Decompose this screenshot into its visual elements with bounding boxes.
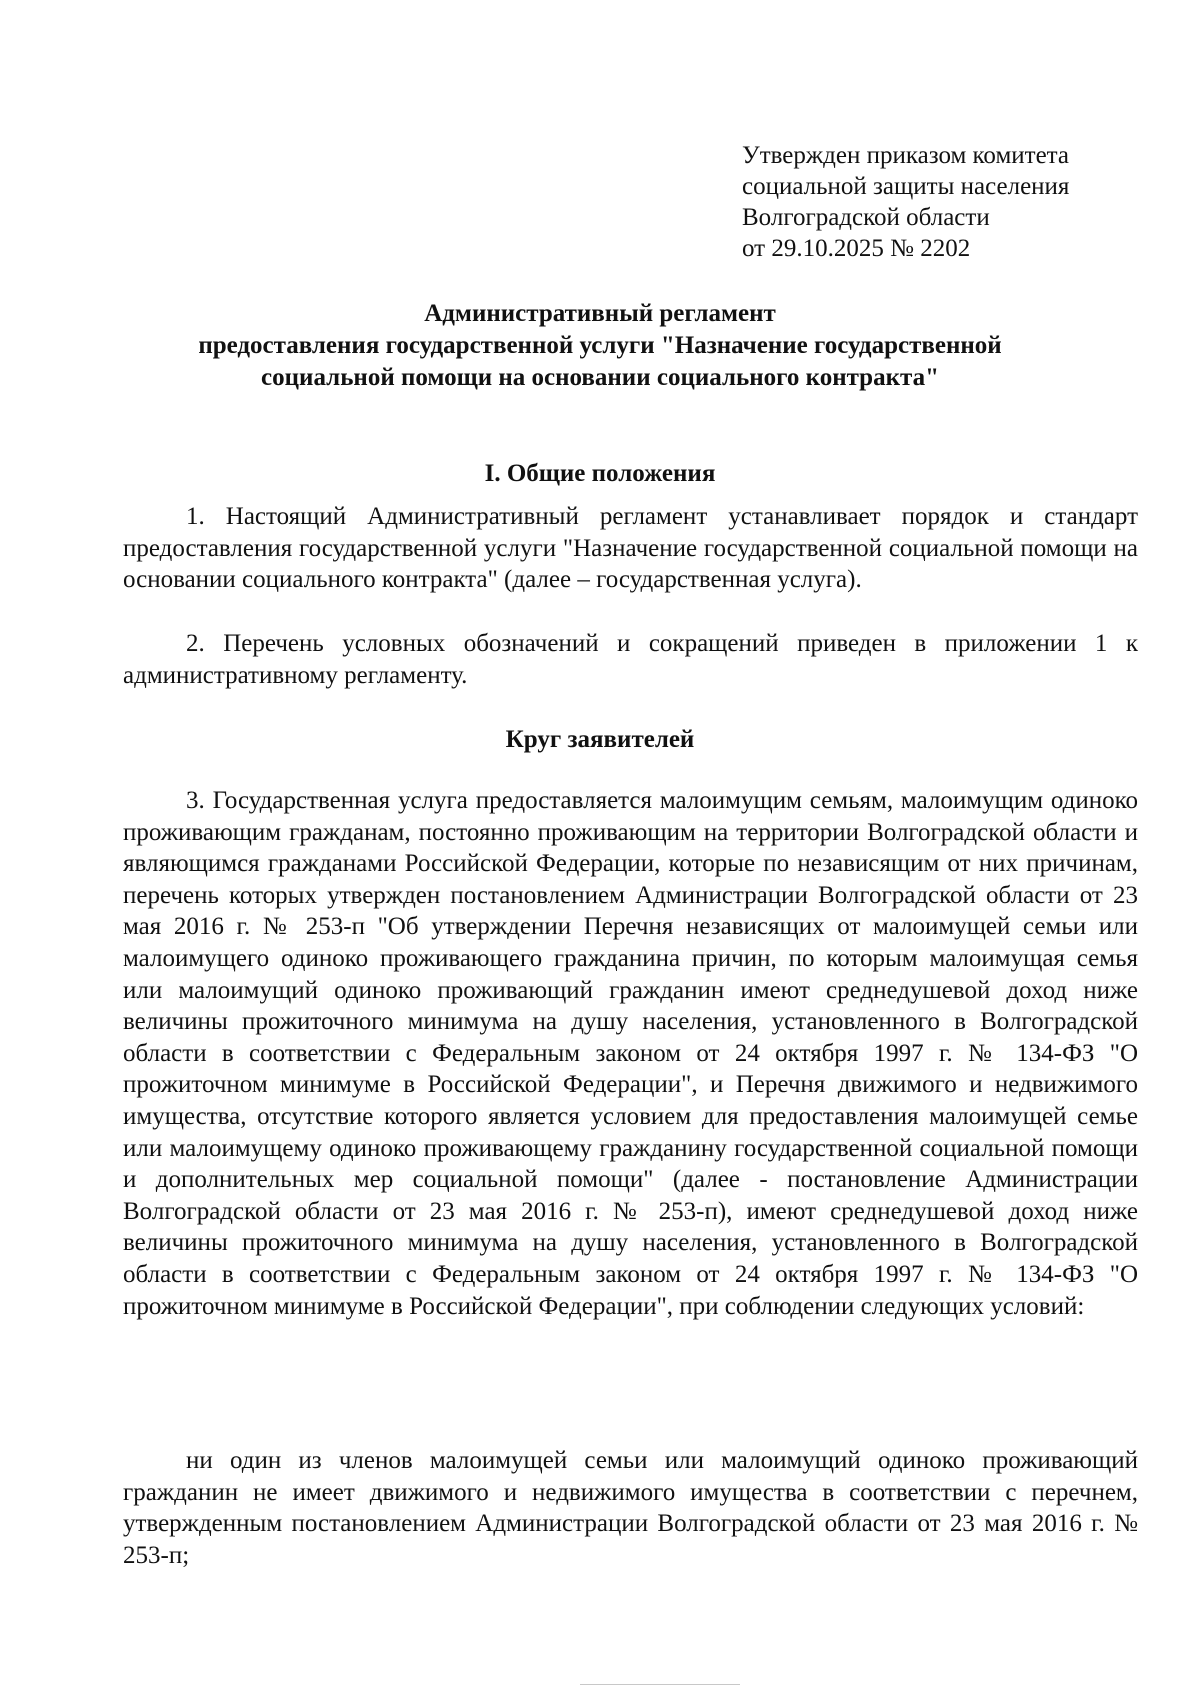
approval-date: от 29.10.2025 № 2202 [742,235,971,262]
section-heading-general: I. Общие положения [484,460,716,487]
approval-line: Волгоградской области [742,204,990,231]
approval-line: социальной защиты населения [742,173,1070,200]
paragraph-4: ни один из членов малоимущей семьи или малоимущий одиноко проживающий гражданин не имеет движимого и недвижимого имущества в соответствии с перечнем, утвержденным постановлением Администрации Волгоградской области от 23 мая 2016 г. № 253-п; [123,1447,1138,1569]
document-title [100,298,1100,394]
title-line: предоставления государственной услуги "Назначение государственной [198,332,1002,359]
paragraph-2: 2. Перечень условных обозначений и сокращений приведен в приложении 1 к административному регламенту. [123,630,1138,689]
approval-stamp [742,140,1162,264]
approval-line: Утвержден приказом комитета [742,142,1069,169]
section-heading-applicants: Круг заявителей [505,726,695,753]
paragraph-3: 3. Государственная услуга предоставляется малоимущим семьям, малоимущим одиноко проживающим гражданам, постоянно проживающим на территории Волгоградской области и являющимся гражданами Российской Федерации, которые по независящим от них причинам, перечень которых утвержден постановлением Администрации Волгоградской области от 23 мая 2016 г. № 253-п "Об утверждении Перечня независящих от малоимущей семьи или малоимущего одиноко проживающего гражданина причин, по которым малоимущая семья или малоимущий одиноко проживающий гражданин имеют среднедушевой доход ниже величины прожиточного минимума на душу населения, установленного в Волгоградской области в соответствии с Федеральным законом от 24 октября 1997 г. № 134-ФЗ "О прожиточном минимуме в Российской Федерации", и Перечня движимого и недвижимого имущества, отсутствие которого является условием для предоставления малоимущей семье или малоимущему одиноко проживающему гражданину государственной социальной помощи и дополнительных мер социальной помощи" (далее - постановление Администрации Волгоградской области от 23 мая 2016 г. № 253-п), имеют среднедушевой доход ниже величины прожиточного минимума на душу населения, установленного в Волгоградской области в соответствии с Федеральным законом от 24 октября 1997 г. № 134-ФЗ "О прожиточном минимуме в Российской Федерации", при соблюдении следующих условий: [123,787,1138,1320]
title-line: Административный регламент [424,300,776,327]
title-line: социальной помощи на основании социального контракта" [261,364,939,391]
paragraph-1: 1. Настоящий Административный регламент устанавливает порядок и стандарт предоставления государственной услуги "Назначение государственной социальной помощи на основании социального контракта" (далее – государственная услуга). [123,503,1138,594]
scan-artifact-line [580,1684,740,1685]
